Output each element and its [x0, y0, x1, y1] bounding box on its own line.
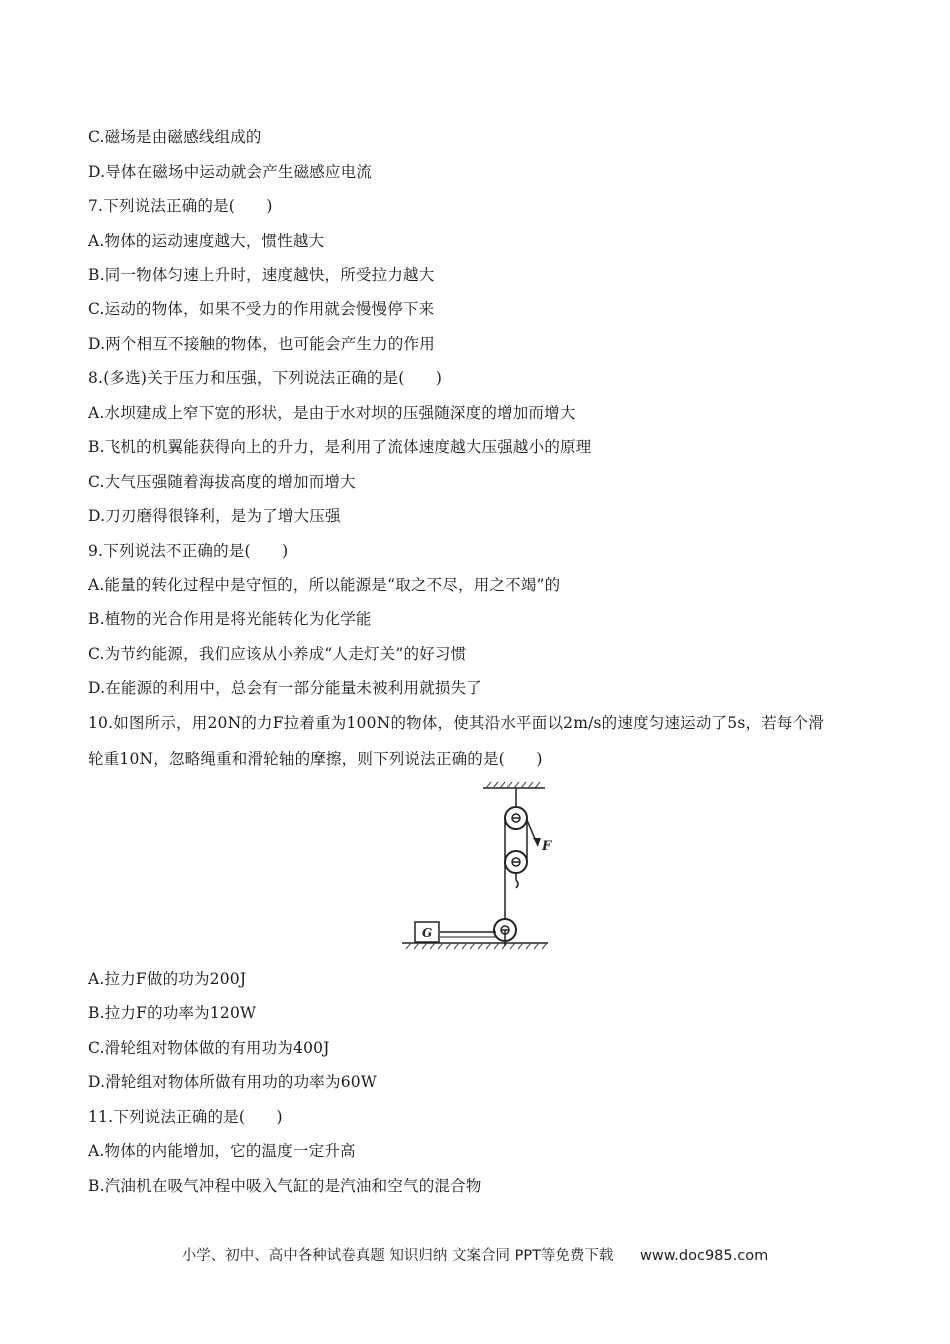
- weight-label: G: [422, 926, 433, 940]
- question-option: A.拉力F做的功为200J: [88, 970, 247, 988]
- question-option: A.物体的内能增加，它的温度一定升高: [88, 1142, 356, 1160]
- question-line: D.导体在磁场中运动就会产生磁感应电流: [88, 163, 373, 181]
- question-stem: 8.(多选)关于压力和压强，下列说法正确的是( ): [88, 369, 443, 387]
- force-label: F: [542, 839, 552, 854]
- question-option: A.能量的转化过程中是守恒的，所以能源是“取之不尽，用之不竭”的: [88, 576, 561, 594]
- question-option: C.为节约能源，我们应该从小养成“人走灯关”的好习惯: [88, 645, 467, 663]
- page-footer: [0, 1244, 950, 1265]
- question-option: B.拉力F的功率为120W: [88, 1004, 257, 1022]
- question-option: A.物体的运动速度越大，惯性越大: [88, 232, 325, 250]
- question-option: D.在能源的利用中，总会有一部分能量未被利用就损失了: [88, 679, 483, 697]
- ground-hatching: [406, 943, 547, 949]
- question-option: B.飞机的机翼能获得向上的升力，是利用了流体速度越大压强越小的原理: [88, 438, 592, 456]
- ceiling-hatching: [486, 782, 540, 788]
- question-option: D.滑轮组对物体所做有用功的功率为60W: [88, 1073, 377, 1091]
- question-stem: 10.如图所示，用20N的力F拉着重为100N的物体，使其沿水平面以2m/s的速度匀速运动了5s，若每个滑: [88, 714, 824, 732]
- pulley-diagram: [400, 780, 560, 950]
- question-option: D.刀刃磨得很锋利，是为了增大压强: [88, 507, 341, 525]
- footer-text: 小学、初中、高中各种试卷真题 知识归纳 文案合同 PPT等免费下载: [181, 1248, 614, 1264]
- question-option: C.运动的物体，如果不受力的作用就会慢慢停下来: [88, 300, 435, 318]
- footer-url[interactable]: www.doc985.com: [640, 1248, 769, 1264]
- question-stem: 9.下列说法不正确的是( ): [88, 542, 289, 560]
- question-option: B.同一物体匀速上升时，速度越快，所受拉力越大: [88, 266, 435, 284]
- question-option: D.两个相互不接触的物体，也可能会产生力的作用: [88, 335, 435, 353]
- question-stem: 7.下列说法正确的是( ): [88, 197, 273, 215]
- question-stem-continued: 轮重10N，忽略绳重和滑轮轴的摩擦，则下列说法正确的是( ): [88, 750, 543, 768]
- question-option: A.水坝建成上窄下宽的形状，是由于水对坝的压强随深度的增加而增大: [88, 404, 576, 422]
- question-option: B.植物的光合作用是将光能转化为化学能: [88, 610, 372, 628]
- question-stem: 11.下列说法正确的是( ): [88, 1108, 283, 1126]
- question-line: C.磁场是由磁感线组成的: [88, 128, 262, 146]
- pulley-diagram-svg: [400, 780, 560, 950]
- question-option: B.汽油机在吸气冲程中吸入气缸的是汽油和空气的混合物: [88, 1177, 482, 1195]
- question-option: C.滑轮组对物体做的有用功为400J: [88, 1039, 330, 1057]
- question-option: C.大气压强随着海拔高度的增加而增大: [88, 473, 356, 491]
